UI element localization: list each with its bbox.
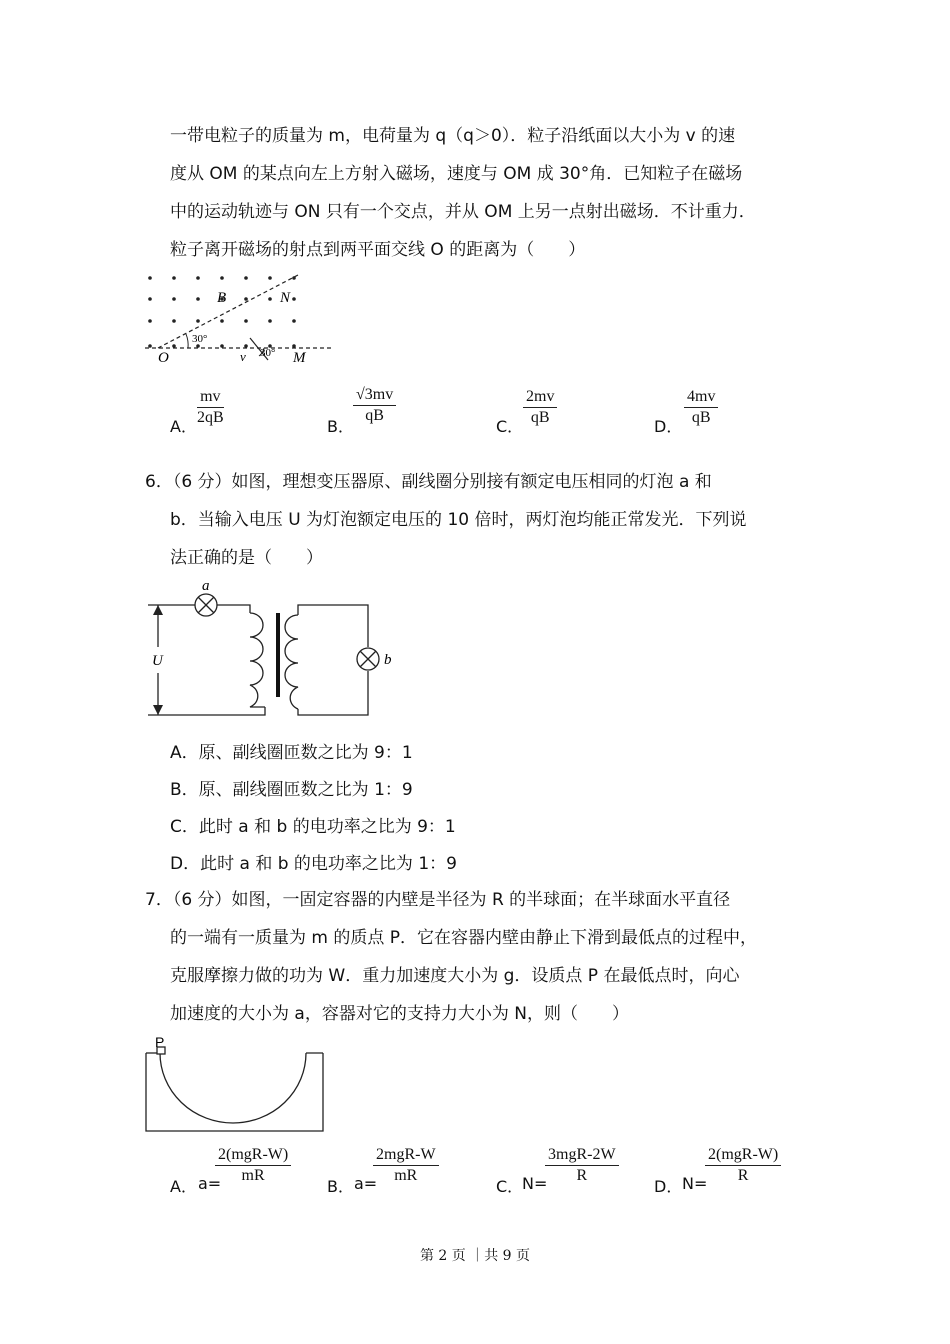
hemisphere-container-figure [140, 1035, 330, 1135]
label-O: O [158, 350, 169, 366]
field-dots [148, 276, 296, 348]
numerator: 2mgR-W [373, 1146, 439, 1166]
field-dot [244, 297, 248, 301]
denominator: 2qB [197, 409, 224, 426]
field-dot [148, 319, 152, 323]
q7-option-c-letter[interactable]: C． [496, 1177, 524, 1196]
field-dot [268, 319, 272, 323]
q7-option-c-prefix: N= [522, 1174, 548, 1193]
numerator: √3mv [353, 386, 396, 406]
q5-line-4: 粒子离开磁场的射点到两平面交线 O 的距离为（ ） [170, 240, 586, 260]
label-angle-30-a: 30° [192, 333, 208, 345]
label-B: B [217, 290, 227, 306]
field-dot [220, 344, 224, 348]
field-dot [268, 276, 272, 280]
field-dot [172, 297, 176, 301]
denominator: qB [691, 409, 711, 426]
numerator: 4mv [684, 388, 718, 408]
field-dot [292, 344, 296, 348]
q7-option-b-fraction [373, 1146, 439, 1185]
label-P: P [155, 1034, 165, 1050]
magnetic-field-figure [140, 270, 340, 370]
label-v: v [240, 349, 246, 364]
field-dot [172, 319, 176, 323]
field-dot [148, 276, 152, 280]
numerator: 2mv [523, 388, 557, 408]
q5-line-2: 度从 OM 的某点向左上方射入磁场，速度与 OM 成 30°角．已知粒子在磁场 [170, 164, 743, 184]
q5-option-d-fraction [684, 388, 718, 427]
q6-line-2: b．当输入电压 U 为灯泡额定电压的 10 倍时，两灯泡均能正常发光．下列说 [170, 510, 747, 530]
q5-option-a-fraction [197, 388, 224, 427]
field-dot [220, 319, 224, 323]
q7-line-2: 的一端有一质量为 m 的质点 P．它在容器内壁由静止下滑到最低点的过程中， [170, 928, 758, 948]
q5-option-b-letter[interactable]: B． [327, 417, 354, 436]
numerator: 2(mgR-W) [705, 1146, 781, 1166]
numerator: 3mgR-2W [545, 1146, 619, 1166]
q5-option-c-letter[interactable]: C． [496, 417, 524, 436]
field-dot [196, 276, 200, 280]
q6-option-c[interactable]: C．此时 a 和 b 的电功率之比为 9：1 [170, 817, 456, 837]
denominator: R [737, 1167, 749, 1184]
q7-option-c-fraction [545, 1146, 619, 1185]
numerator: mv [197, 388, 224, 408]
q7-line-4: 加速度的大小为 a，容器对它的支持力大小为 N，则（ ） [170, 1004, 629, 1024]
label-angle-30-b: 30° [260, 347, 276, 359]
field-dot [172, 344, 176, 348]
label-a: a [202, 578, 210, 594]
q5-line-3: 中的运动轨迹与 ON 只有一个交点，并从 OM 上另一点射出磁场．不计重力． [170, 202, 756, 222]
q6-option-d[interactable]: D．此时 a 和 b 的电功率之比为 1：9 [170, 854, 457, 874]
q7-option-a-letter[interactable]: A． [170, 1177, 197, 1196]
field-dot [148, 344, 152, 348]
q5-option-a-letter[interactable]: A． [170, 417, 197, 436]
q7-option-d-fraction [705, 1146, 781, 1185]
field-dot [292, 297, 296, 301]
q7-option-b-prefix: a= [354, 1174, 378, 1193]
q6-line-3: 法正确的是（ ） [170, 548, 323, 568]
denominator: mR [394, 1167, 418, 1184]
field-dot [244, 319, 248, 323]
q7-line-3: 克服摩擦力做的功为 W．重力加速度大小为 g．设质点 P 在最低点时，向心 [170, 966, 740, 986]
field-dot [244, 344, 248, 348]
field-dot [220, 276, 224, 280]
numerator: 2(mgR-W) [215, 1146, 291, 1166]
denominator: R [576, 1167, 588, 1184]
label-b: b [384, 652, 392, 668]
q5-option-c-fraction [523, 388, 557, 427]
q7-option-a-fraction [215, 1146, 291, 1185]
label-U: U [152, 653, 163, 669]
transformer-circuit-figure [140, 575, 400, 725]
denominator: qB [530, 409, 550, 426]
field-dot [292, 319, 296, 323]
q6-line-1: 6．（6 分）如图，理想变压器原、副线圈分别接有额定电压相同的灯泡 a 和 [145, 472, 712, 492]
q6-option-a[interactable]: A．原、副线圈匝数之比为 9：1 [170, 743, 413, 763]
q5-line-1: 一带电粒子的质量为 m，电荷量为 q（q＞0）．粒子沿纸面以大小为 v 的速 [170, 126, 736, 146]
denominator: mR [241, 1167, 265, 1184]
denominator: qB [365, 407, 384, 424]
label-M: M [293, 350, 306, 366]
q7-option-d-prefix: N= [682, 1174, 708, 1193]
q5-option-b-fraction [353, 386, 396, 425]
q7-option-a-prefix: a= [198, 1174, 222, 1193]
field-dot [172, 276, 176, 280]
field-dot [148, 297, 152, 301]
q7-option-b-letter[interactable]: B． [327, 1177, 354, 1196]
q7-option-d-letter[interactable]: D． [654, 1177, 683, 1196]
field-dot [268, 297, 272, 301]
q7-line-1: 7．（6 分）如图，一固定容器的内壁是半径为 R 的半球面；在半球面水平直径 [145, 890, 731, 910]
page-footer: 第 2 页 ｜共 9 页 [419, 1248, 531, 1264]
label-N: N [280, 290, 291, 306]
field-dot [196, 319, 200, 323]
q5-option-d-letter[interactable]: D． [654, 417, 683, 436]
field-dot [244, 276, 248, 280]
q6-option-b[interactable]: B．原、副线圈匝数之比为 1：9 [170, 780, 413, 800]
field-dot [196, 297, 200, 301]
